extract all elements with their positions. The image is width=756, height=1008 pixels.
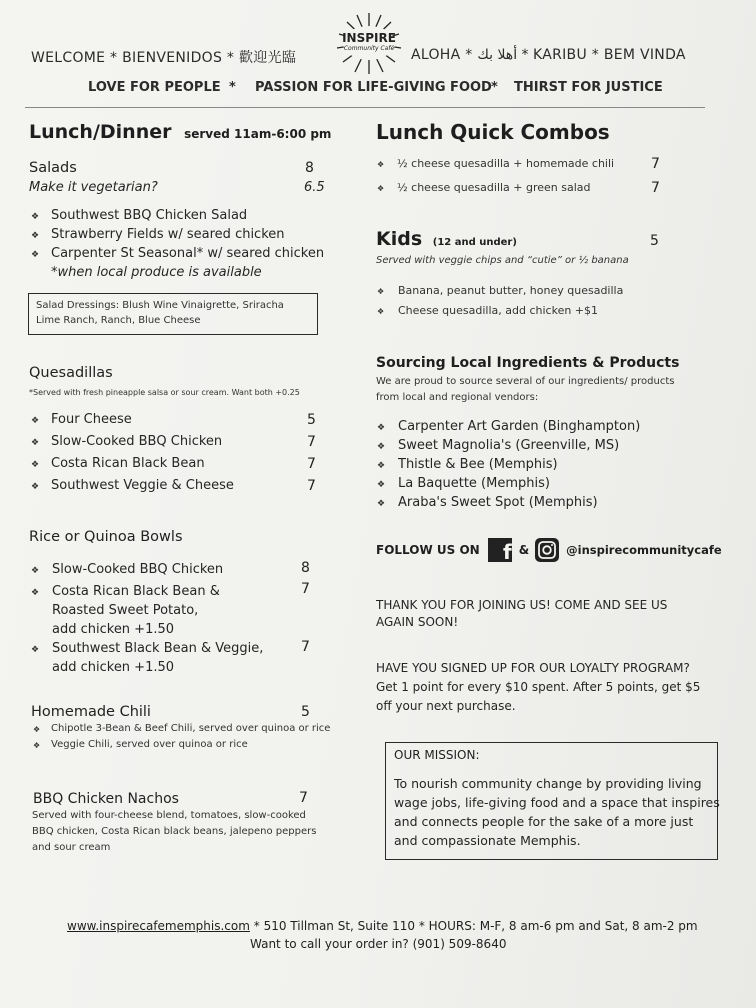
thanks-line: THANK YOU FOR JOINING US! COME AND SEE US <box>376 598 668 612</box>
logo-name: INSPIRE <box>342 31 396 45</box>
kids-item: Cheese quesadilla, add chicken +$1 <box>398 304 599 317</box>
thanks-line: AGAIN SOON! <box>376 615 459 629</box>
loyalty-line: HAVE YOU SIGNED UP FOR OUR LOYALTY PROGRAM? <box>376 661 690 675</box>
quesadilla-price: 7 <box>307 456 316 472</box>
vendor-item: La Baquette (Memphis) <box>398 476 550 491</box>
combo-price: 7 <box>651 156 660 172</box>
vendor-item: Araba's Sweet Spot (Memphis) <box>398 495 598 510</box>
loyalty-line: Get 1 point for every $10 spent. After 5 points, get $5 <box>376 680 701 694</box>
follow-label: FOLLOW US ON <box>376 543 480 557</box>
header-divider <box>25 107 705 108</box>
kids-desc: Served with veggie chips and “cutie” or ½ banana <box>376 255 629 266</box>
quesadillas-note: *Served with fresh pineapple salsa or sour cream. Want both +0.25 <box>29 388 300 397</box>
mission-line: wage jobs, life-giving food and a space that inspires <box>394 795 720 810</box>
diamond-bullet-icon: ❖ <box>31 460 40 470</box>
nachos-desc: and sour cream <box>32 842 111 853</box>
chili-item: Veggie Chili, served over quinoa or rice <box>51 739 248 750</box>
seasonal-note: *when local produce is available <box>51 265 262 280</box>
tagline-1: LOVE FOR PEOPLE <box>88 80 221 95</box>
vendor-item: Sweet Magnolia's (Greenville, MS) <box>398 438 620 453</box>
diamond-bullet-icon: ❖ <box>31 416 40 426</box>
diamond-bullet-icon: ❖ <box>377 461 386 471</box>
combos-title: Lunch Quick Combos <box>376 120 610 144</box>
kids-heading: Kids <box>376 228 423 250</box>
bowl-price: 7 <box>301 581 310 597</box>
sourcing-desc-2: from local and regional vendors: <box>376 392 539 403</box>
diamond-bullet-icon: ❖ <box>31 645 40 655</box>
diamond-bullet-icon: ❖ <box>377 480 386 490</box>
dressings-line-2: Lime Ranch, Ranch, Blue Cheese <box>36 315 201 326</box>
bowl-price: 8 <box>301 560 310 576</box>
vendor-item: Carpenter Art Garden (Binghampton) <box>398 419 641 434</box>
kids-item: Banana, peanut butter, honey quesadilla <box>398 284 624 297</box>
quesadilla-price: 7 <box>307 478 316 494</box>
bowl-line: Costa Rican Black Bean & <box>52 584 220 599</box>
chili-item: Chipotle 3-Bean & Beef Chili, served over quinoa or rice <box>51 723 331 734</box>
address-hours: * 510 Tillman St, Suite 110 * HOURS: M-F, 8 am-6 pm and Sat, 8 am-2 pm <box>249 919 698 933</box>
salad-item: Southwest BBQ Chicken Salad <box>51 208 248 223</box>
diamond-bullet-icon: ❖ <box>31 212 40 222</box>
quesadilla-name: Slow-Cooked BBQ Chicken <box>51 434 223 449</box>
nachos-desc: Served with four-cheese blend, tomatoes, slow-cooked <box>32 810 306 821</box>
diamond-bullet-icon: ❖ <box>31 566 40 576</box>
served-hours: served 11am-6:00 pm <box>184 127 332 141</box>
logo <box>335 12 403 74</box>
salad-item: Carpenter St Seasonal* w/ seared chicken <box>51 246 325 261</box>
diamond-bullet-icon: ❖ <box>31 482 40 492</box>
diamond-bullet-icon: ❖ <box>377 160 385 169</box>
vendor-item: Thistle & Bee (Memphis) <box>398 457 558 472</box>
bowl-line: add chicken +1.50 <box>52 622 175 637</box>
instagram-handle[interactable]: @inspirecommunitycafe <box>566 543 722 557</box>
diamond-bullet-icon: ❖ <box>377 442 386 452</box>
quesadilla-price: 7 <box>307 434 316 450</box>
quesadillas-title: Quesadillas <box>29 365 113 381</box>
tagline-3: THIRST FOR JUSTICE <box>514 80 663 95</box>
website-link[interactable]: www.inspirecafememphis.com <box>67 919 250 933</box>
chili-price: 5 <box>301 704 310 720</box>
vegetarian-option: Make it vegetarian? <box>29 180 158 195</box>
sourcing-desc-1: We are proud to source several of our ingredients/ products <box>376 376 675 387</box>
diamond-bullet-icon: ❖ <box>377 287 385 296</box>
bowl-line: Southwest Black Bean & Veggie, <box>52 641 264 656</box>
nachos-title: BBQ Chicken Nachos <box>33 791 179 807</box>
bowls-title: Rice or Quinoa Bowls <box>29 529 183 545</box>
mission-title: OUR MISSION: <box>394 748 480 762</box>
diamond-bullet-icon: ❖ <box>377 184 385 193</box>
nachos-desc: BBQ chicken, Costa Rican black beans, jalepeno peppers <box>32 826 317 837</box>
bowl-line: Slow-Cooked BBQ Chicken <box>52 562 224 577</box>
kids-title <box>376 228 517 250</box>
combo-name: ½ cheese quesadilla + homemade chili <box>397 157 615 170</box>
diamond-bullet-icon: ❖ <box>377 307 385 316</box>
bowl-line: add chicken +1.50 <box>52 660 175 675</box>
greetings-left: WELCOME * BIENVENIDOS * 歡迎光臨 <box>31 50 297 66</box>
lunch-dinner-title <box>29 121 331 143</box>
vegetarian-price: 6.5 <box>304 180 325 195</box>
nachos-price: 7 <box>299 790 308 806</box>
diamond-bullet-icon: ❖ <box>33 725 41 734</box>
diamond-bullet-icon: ❖ <box>31 231 40 241</box>
dressings-line-1: Salad Dressings: Blush Wine Vinaigrette, Sriracha <box>36 300 284 311</box>
logo-sub: Community Café <box>343 45 395 52</box>
salad-item: Strawberry Fields w/ seared chicken <box>51 227 285 242</box>
quesadilla-price: 5 <box>307 412 316 428</box>
mission-line: and compassionate Memphis. <box>394 833 581 848</box>
sourcing-title: Sourcing Local Ingredients & Products <box>376 355 680 371</box>
salads-price: 8 <box>305 160 314 176</box>
bowl-line: Roasted Sweet Potato, <box>52 603 199 618</box>
instagram-icon[interactable] <box>535 538 559 562</box>
quesadilla-name: Southwest Veggie & Cheese <box>51 478 234 493</box>
mission-line: To nourish community change by providing living <box>394 776 702 791</box>
combo-price: 7 <box>651 180 660 196</box>
follow-row <box>376 538 722 562</box>
follow-amp: & <box>518 543 530 557</box>
phone-line: Want to call your order in? (901) 509-8640 <box>250 937 507 951</box>
combo-name: ½ cheese quesadilla + green salad <box>397 181 591 194</box>
lunch-dinner-heading: Lunch/Dinner <box>29 121 172 143</box>
diamond-bullet-icon: ❖ <box>31 588 40 598</box>
kids-price: 5 <box>650 233 659 249</box>
mission-line: and connects people for the sake of a more just <box>394 814 694 829</box>
quesadilla-name: Four Cheese <box>51 412 132 427</box>
tagline-sep-1: * <box>229 80 236 95</box>
chili-title: Homemade Chili <box>31 704 151 720</box>
tagline-sep-2: * <box>491 80 498 95</box>
loyalty-line: off your next purchase. <box>376 699 516 713</box>
bowl-price: 7 <box>301 639 310 655</box>
diamond-bullet-icon: ❖ <box>31 250 40 260</box>
diamond-bullet-icon: ❖ <box>377 423 386 433</box>
facebook-icon[interactable]: f <box>488 538 512 562</box>
quesadilla-name: Costa Rican Black Bean <box>51 456 205 471</box>
footer-line <box>67 919 698 933</box>
diamond-bullet-icon: ❖ <box>31 438 40 448</box>
greetings-right: ALOHA * أهلا بك * KARIBU * BEM VINDA <box>411 47 686 63</box>
tagline-2: PASSION FOR LIFE-GIVING FOOD <box>255 80 492 95</box>
diamond-bullet-icon: ❖ <box>33 741 41 750</box>
salads-title: Salads <box>29 160 77 176</box>
diamond-bullet-icon: ❖ <box>377 499 386 509</box>
kids-age: (12 and under) <box>432 237 517 248</box>
